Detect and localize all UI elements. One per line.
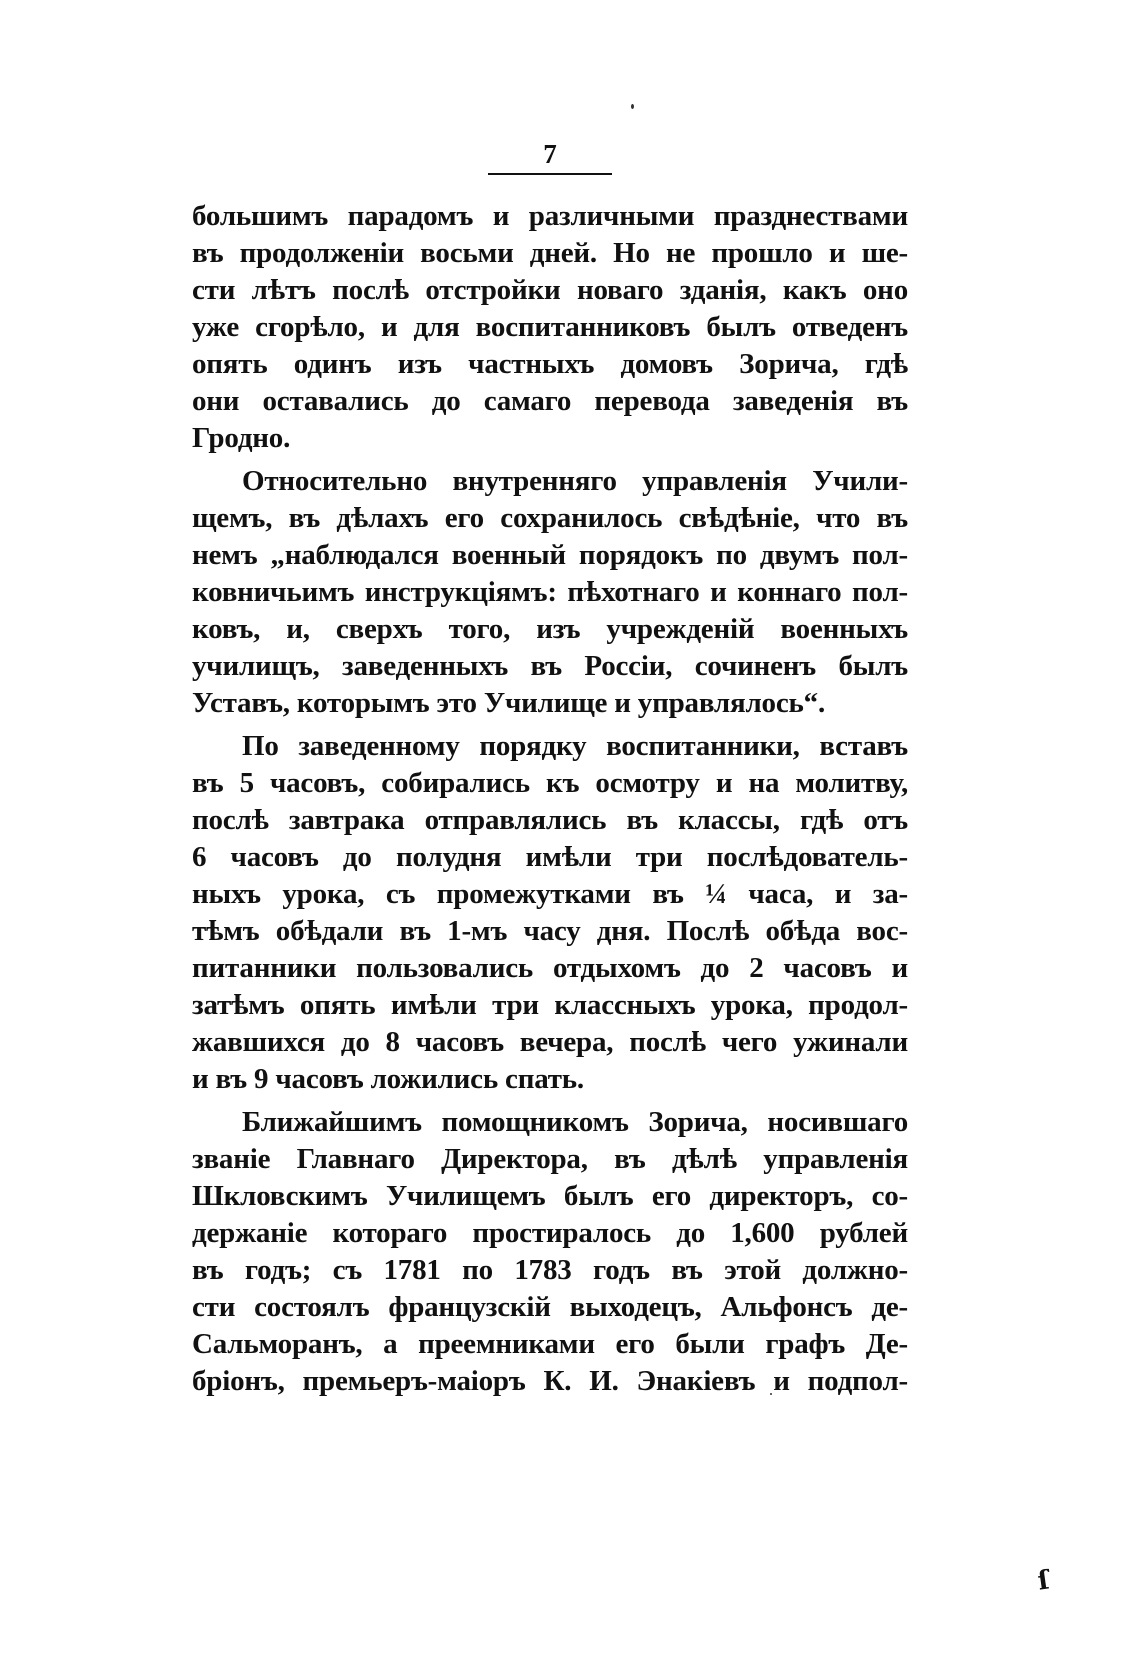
page-number: 7: [543, 139, 557, 169]
text-line: ковничьимъ инструкціямъ: пѣхотнаго и коннаго пол-: [192, 576, 908, 608]
header-rule: [488, 173, 612, 175]
text-line: большимъ парадомъ и различными празднествами: [192, 200, 908, 232]
text-line: ковъ, и, сверхъ того, изъ учрежденій военныхъ: [192, 613, 908, 645]
text-line: Сальморанъ, а преемниками его были графъ Де-: [192, 1328, 908, 1360]
text-line: опять одинъ изъ частныхъ домовъ Зорича, гдѣ: [192, 348, 908, 380]
text-line: ныхъ урока, съ промежутками въ ¼ часа, и за-: [192, 878, 908, 910]
text-line: Уставъ, которымъ это Училище и управлялось“.: [192, 687, 825, 719]
text-line: Шкловскимъ Училищемъ былъ его директоръ, со-: [192, 1180, 908, 1212]
paragraph: [192, 1104, 908, 1400]
paragraph: [192, 463, 908, 722]
text-line: въ продолженіи восьми дней. Но не прошло и ше-: [192, 237, 908, 269]
print-speck: [631, 104, 634, 109]
text-line: Ближайшимъ помощникомъ Зорича, носившаго: [242, 1106, 908, 1138]
page-header: [488, 138, 612, 175]
text-line: и въ 9 часовъ ложились спать.: [192, 1063, 584, 1095]
text-line: По заведенному порядку воспитанники, вставъ: [242, 730, 908, 762]
text-line: въ годъ; съ 1781 по 1783 годъ въ этой должно-: [192, 1254, 908, 1286]
text-line: въ 5 часовъ, собирались къ осмотру и на молитву,: [192, 767, 908, 799]
corner-mark: ſ: [1035, 1565, 1052, 1597]
text-line: училищъ, заведенныхъ въ Россіи, сочиненъ былъ: [192, 650, 908, 682]
text-line: держаніе котораго простиралось до 1,600 рублей: [192, 1217, 908, 1249]
paragraph: [192, 728, 908, 1098]
text-line: Гродно.: [192, 422, 291, 454]
paragraph: [192, 198, 908, 457]
text-line: щемъ, въ дѣлахъ его сохранилось свѣдѣніе, что въ: [192, 502, 908, 534]
text-body: [192, 198, 908, 1400]
text-line: сти лѣтъ послѣ отстройки новаго зданія, какъ оно: [192, 274, 908, 306]
text-line: жавшихся до 8 часовъ вечера, послѣ чего ужинали: [192, 1026, 908, 1058]
text-line: 6 часовъ до полудня имѣли три послѣдователь-: [192, 841, 908, 873]
text-line: званіе Главнаго Директора, въ дѣлѣ управленія: [192, 1143, 908, 1175]
text-line: они оставались до самаго перевода заведенія въ: [192, 385, 908, 417]
text-line: уже сгорѣло, и для воспитанниковъ былъ отведенъ: [192, 311, 908, 343]
text-line: тѣмъ обѣдали въ 1-мъ часу дня. Послѣ обѣда вос-: [192, 915, 908, 947]
text-line: сти состоялъ французскій выходецъ, Альфонсъ де-: [192, 1291, 908, 1323]
text-line: немъ „наблюдался военный порядокъ по двумъ пол-: [192, 539, 908, 571]
text-line: затѣмъ опять имѣли три классныхъ урока, продол-: [192, 989, 908, 1021]
text-line: Относительно внутренняго управленія Учили-: [242, 465, 908, 497]
text-line: послѣ завтрака отправлялись въ классы, гдѣ отъ: [192, 804, 908, 836]
text-line: питанники пользовались отдыхомъ до 2 часовъ и: [192, 952, 908, 984]
text-line: бріонъ, премьеръ-маіоръ К. И. Энакіевъ и подпол-: [192, 1365, 908, 1397]
